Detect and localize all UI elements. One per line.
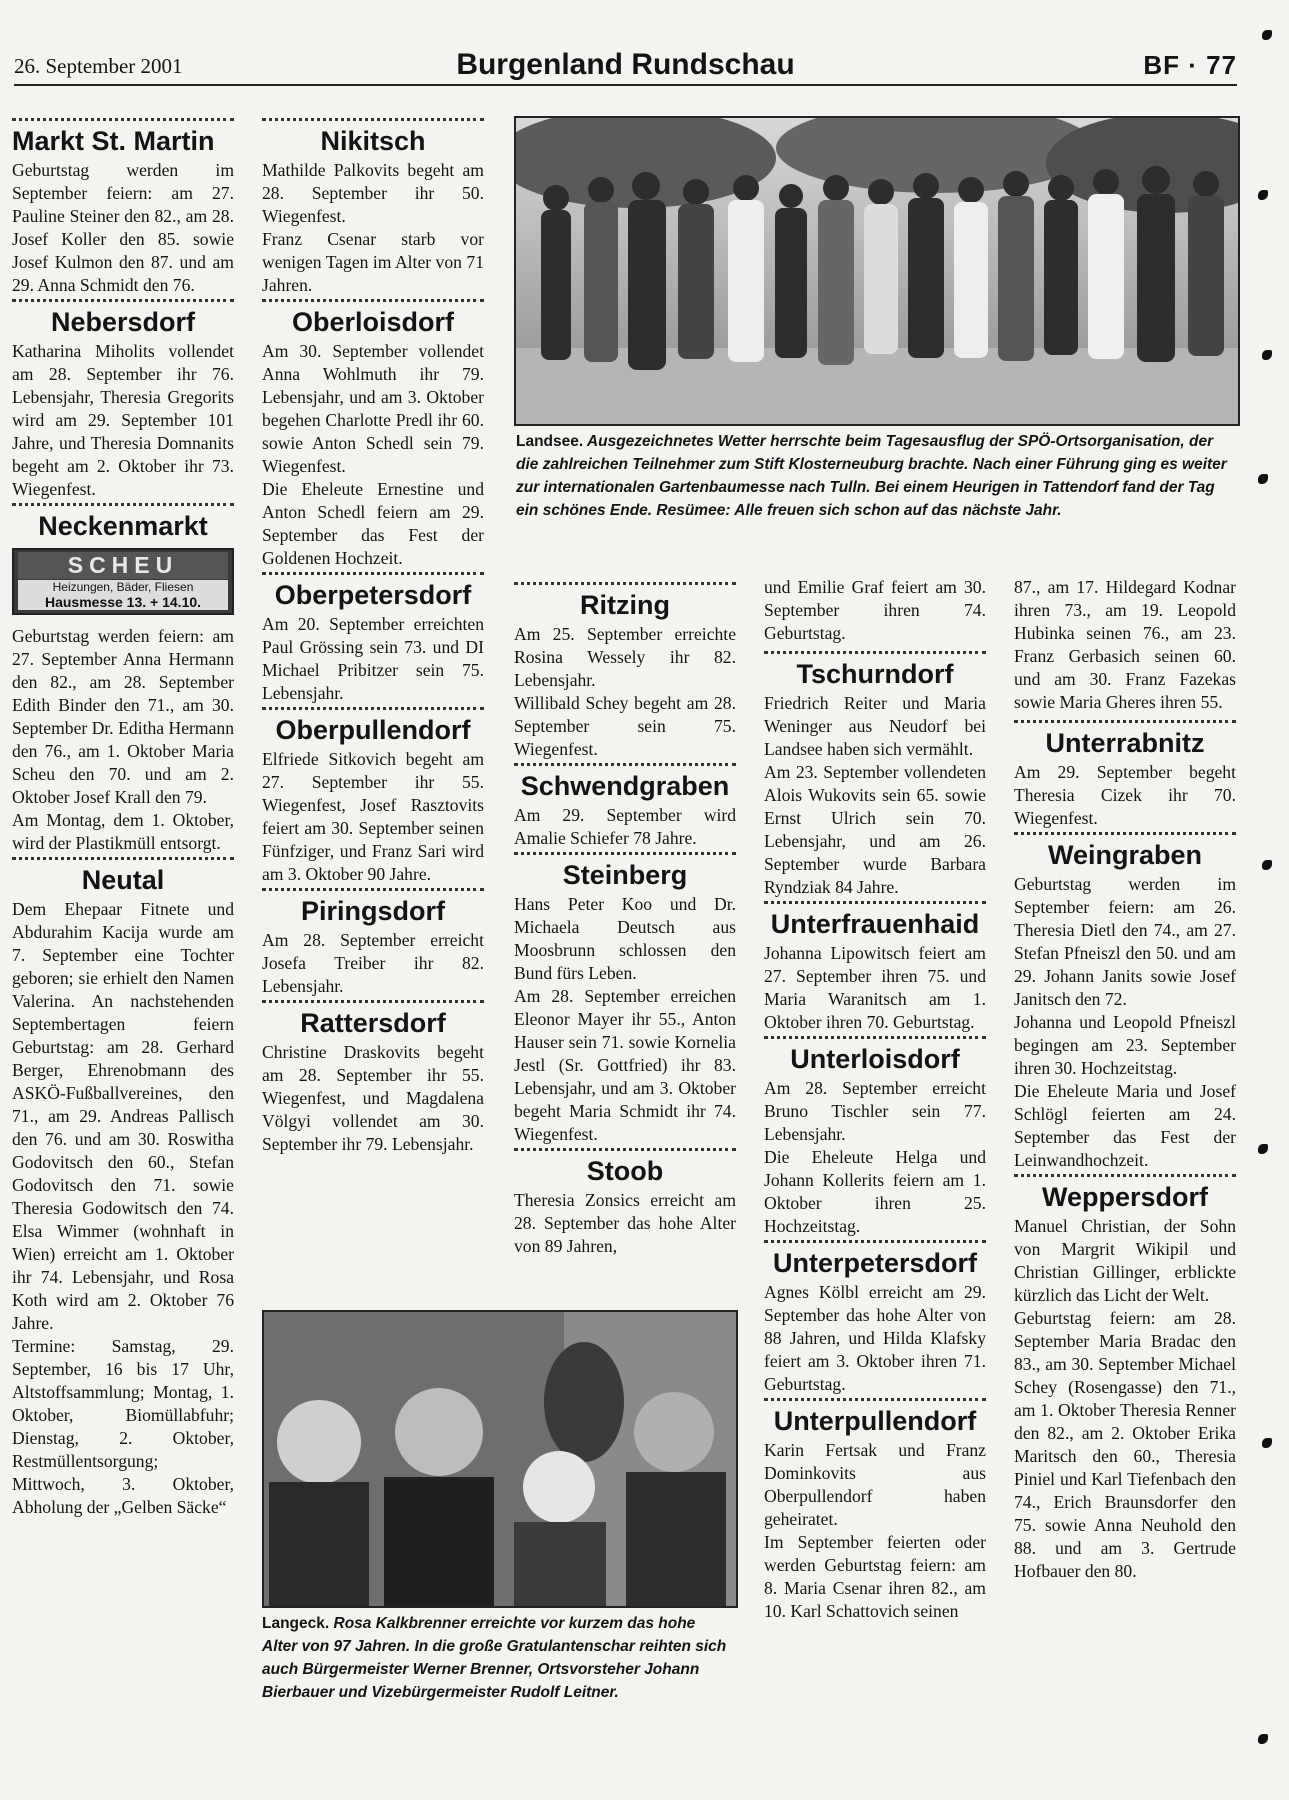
issue-date: 26. September 2001 (14, 54, 183, 78)
section-text: Die Eheleute Maria und Josef Schlögl feierten am 24. September das Fest der Leinwandhochzeit. (1014, 1081, 1236, 1170)
group-photo-image (516, 118, 1238, 424)
section-heading: Schwendgraben (520, 771, 730, 801)
caption-landsee (516, 430, 1238, 522)
section-heading: Oberpetersdorf (274, 580, 472, 610)
section-stoob (514, 1148, 736, 1258)
section-text: Mathilde Palkovits begeht am 28. September ihr 50. Wiegenfest. (262, 160, 484, 226)
punch-mark (1262, 1438, 1272, 1448)
section-heading: Tschurndorf (796, 659, 954, 689)
section-text: Geburtstag werden feiern: am 27. September Anna Hermann den 82., am 28. September Edith Binder den 71., am 30. September Dr. Editha Hermann den 76., am 1. Oktober Maria Scheu den 70. und am 2. Oktober Josef Krall den 79. (12, 626, 234, 807)
caption-place: Landsee. (516, 433, 584, 450)
section-text: Termine: Samstag, 29. September, 16 bis 17 Uhr, Altstoffsammlung; Montag, 1. Oktober, Biomüllabfuhr; Dienstag, 2. Oktober, Restmüllentsorgung; Mittwoch, 3. Oktober, Abholung der „Gelben Säcke“ (12, 1336, 234, 1517)
photo-landsee-group (514, 116, 1240, 426)
section-heading: Markt St. Martin (12, 126, 215, 156)
section-text: Am 28. September erreicht Bruno Tischler sein 77. Lebensjahr. (764, 1078, 986, 1144)
section-oberpetersdorf (262, 572, 484, 705)
ad-subtitle: Heizungen, Bäder, Fliesen (18, 580, 228, 594)
section-ritzing (514, 582, 736, 761)
section-text: Geburtstag werden im September feiern: am 27. Pauline Steiner den 82., am 28. Josef Koller den 85. sowie Josef Kulmon den 87. und am 29. Anna Schmidt den 76. (12, 160, 234, 295)
section-text: Dem Ehepaar Fitnete und Abdurahim Kacija wurde am 7. September eine Tochter geboren; sie erhielt den Namen Valerina. An nachstehenden Septembertagen feiern Geburtstag: am 28. Gerhard Berger, Ehrenobmann des ASKÖ-Fußballvereines, den 71., am 29. Andreas Pallisch den 76. und am 30. Roswitha Godovitsch den 60., Stefan Godovitsch den 71. sowie Theresia Godowitsch den 74. Elsa Wimmer (wohnhaft in Wien) erreicht am 1. Oktober ihr 74. Lebensjahr, und Rosa Koth wird am 2. Oktober 76 Jahre. (12, 899, 234, 1333)
ad-brand: SCHEU (18, 552, 228, 579)
section-text: Elfriede Sitkovich begeht am 27. September ihr 55. Wiegenfest, Josef Rasztovits feiert am 30. September seinen Fünfziger, und Franz Sari wird am 3. Oktober 90 Jahre. (262, 749, 484, 884)
punch-mark (1262, 30, 1272, 40)
section-oberloisdorf (262, 299, 484, 570)
section-text: Die Eheleute Helga und Johann Kollerits feiern am 1. Oktober ihren 25. Hochzeitstag. (764, 1147, 986, 1236)
section-heading: Unterfrauenhaid (770, 909, 980, 939)
continued-text: und Emilie Graf feiert am 30. September ihren 74. Geburtstag. (764, 577, 986, 643)
column-1 (12, 118, 234, 1790)
section-unterloisdorf (764, 1036, 986, 1238)
punch-mark (1258, 190, 1268, 200)
section-text: Am 29. September begeht Theresia Cizek ihr 70. Wiegenfest. (1014, 762, 1236, 828)
section-heading: Unterpullendorf (773, 1406, 977, 1436)
section-unterpullendorf (764, 1398, 986, 1623)
section-nebersdorf (12, 299, 234, 501)
section-text: Am 20. September erreichten Paul Grössing sein 73. und DI Michael Pribitzer sein 75. Lebensjahr. (262, 614, 484, 703)
section-text: Katharina Miholits vollendet am 28. September ihr 76. Lebensjahr, Theresia Gregorits wird am 29. September 101 Jahre, und Theresia Domnanits begeht am 2. Oktober ihr 73. Wiegenfest. (12, 341, 234, 499)
section-text: Im September feierten oder werden Geburtstag feiern: am 8. Maria Csenar ihren 82., am 10. Karl Schattovich seinen (764, 1532, 986, 1621)
section-text: Am 23. September vollendeten Alois Wukovits sein 65. sowie Ernst Ulrich sein 70. Lebensjahr, und am 26. September wurde Barbara Ryndziak 84 Jahre. (764, 762, 986, 897)
section-text: Manuel Christian, der Sohn von Margrit Wikipil und Christian Gillinger, erblickte kürzlich das Licht der Welt. (1014, 1216, 1236, 1305)
caption-text: Ausgezeichnetes Wetter herrschte beim Tagesausflug der SPÖ-Ortsorganisation, der die zahlreichen Teilnehmer zum Stift Klosterneuburg brachte. Nach einer Führung ging es weiter zur internationalen Gartenbaumesse nach Tulln. Bei einem Heurigen in Tattendorf fand der Tag ein schönes Ende. Resümee: Alle freuen sich schon auf das nächste Jahr. (516, 433, 1227, 519)
section-tschurndorf (764, 651, 986, 899)
section-text: Johanna Lipowitsch feiert am 27. September ihren 75. und Maria Waranitsch am 1. Oktober ihren 70. Geburtstag. (764, 943, 986, 1032)
punch-mark (1262, 860, 1272, 870)
section-schwendgraben (514, 763, 736, 850)
newspaper-title: Burgenland Rundschau (456, 48, 795, 81)
scheu-advertisement (12, 548, 234, 615)
section-markt-st-martin (12, 118, 234, 297)
punch-mark (1258, 1734, 1268, 1744)
continued-text: 87., am 17. Hildegard Kodnar ihren 73., am 19. Leopold Hubinka seinen 76., am 23. Franz Gerbasich seinen 60. und am 30. Franz Fazekas sowie Maria Gheres ihren 55. (1014, 577, 1236, 712)
section-heading: Nebersdorf (50, 307, 196, 337)
section-text: Am 28. September erreichen Eleonor Mayer ihr 55., Anton Hauser sein 71. sowie Kornelia Jestl (Sr. Gottfried) ihr 83. Lebensjahr, und am 3. Oktober begeht Maria Schmidt ihr 74. Wiegenfest. (514, 986, 736, 1144)
section-heading: Ritzing (580, 590, 670, 620)
section-text: Am 25. September erreichte Rosina Wessely ihr 82. Lebensjahr. (514, 624, 736, 690)
section-steinberg (514, 852, 736, 1146)
column-5 (1014, 576, 1236, 1790)
caption-langeck (262, 1612, 734, 1704)
section-rattersdorf (262, 1000, 484, 1156)
section-unterrabnitz (1014, 720, 1236, 830)
caption-place: Langeck. (262, 1615, 330, 1632)
section-heading: Unterpetersdorf (772, 1248, 978, 1278)
column-3 (514, 582, 736, 1282)
section-weingraben (1014, 832, 1236, 1172)
page-header (14, 48, 1237, 86)
section-text: Franz Csenar starb vor wenigen Tagen im Alter von 71 Jahren. (262, 229, 484, 295)
section-text: Christine Draskovits begeht am 28. September ihr 55. Wiegenfest, und Magdalena Völgyi vollendet am 30. September ihr 79. Lebensjahr. (262, 1042, 484, 1154)
section-heading: Weppersdorf (1041, 1182, 1209, 1212)
caption-text: Rosa Kalkbrenner erreichte vor kurzem das hohe Alter von 97 Jahren. In die große Gratulantenschar reihten sich auch Bürgermeister Werner Brenner, Ortsvorsteher Johann Bierbauer und Vizebürgermeister Rudolf Leitner. (262, 1615, 727, 1701)
section-heading: Oberloisdorf (291, 307, 454, 337)
section-oberpullendorf (262, 707, 484, 886)
section-unterpetersdorf (764, 1240, 986, 1396)
section-text: Friedrich Reiter und Maria Weninger aus Neudorf bei Landsee haben sich vermählt. (764, 693, 986, 759)
section-text: Theresia Zonsics erreicht am 28. September das hohe Alter von 89 Jahren, (514, 1190, 736, 1256)
section-neckenmarkt (12, 503, 234, 855)
section-unterfrauenhaid (764, 901, 986, 1034)
photo-langeck (262, 1310, 738, 1608)
section-heading: Weingraben (1047, 840, 1203, 870)
punch-mark (1258, 1144, 1268, 1154)
section-neutal (12, 857, 234, 1519)
section-heading: Rattersdorf (300, 1008, 446, 1038)
section-text: Willibald Schey begeht am 28. September sein 75. Wiegenfest. (514, 693, 736, 759)
birthday-photo-image (264, 1312, 736, 1606)
section-text: Am 29. September wird Amalie Schiefer 78 Jahre. (514, 805, 736, 848)
section-text: Geburtstag werden im September feiern: am 26. Theresia Dietl den 74., am 27. Stefan Pfneiszl den 50. und am 29. Johann Janits sowie Josef Janitsch den 72. (1014, 874, 1236, 1009)
section-text: Die Eheleute Ernestine und Anton Schedl feiern am 29. September das Fest der Goldenen Hochzeit. (262, 479, 484, 568)
section-heading: Neutal (81, 865, 165, 895)
section-text: Johanna und Leopold Pfneiszl begingen am 23. September ihren 30. Hochzeitstag. (1014, 1012, 1236, 1078)
section-text: Karin Fertsak und Franz Dominkovits aus Oberpullendorf haben geheiratet. (764, 1440, 986, 1529)
section-text: Geburtstag feiern: am 28. September Maria Bradac den 83., am 30. September Michael Schey (Rosengasse) den 71., am 1. Oktober Theresia Renner den 82., am 2. Oktober Erika Maritsch den 60., Theresia Piniel und Karl Tiefenbach den 74., Erich Braunsdorfer den 75. sowie Anna Neuhold den 88. und am 3. Gertrude Hofbauer den 80. (1014, 1308, 1236, 1581)
ad-event: Hausmesse 13. + 14.10. (18, 594, 228, 610)
section-heading: Unterrabnitz (1045, 728, 1205, 758)
section-heading: Unterloisdorf (790, 1044, 960, 1074)
punch-mark (1258, 474, 1268, 484)
section-weppersdorf (1014, 1174, 1236, 1583)
section-heading: Nikitsch (320, 126, 426, 156)
section-heading: Oberpullendorf (275, 715, 471, 745)
section-heading: Piringsdorf (300, 896, 445, 926)
section-heading: Stoob (586, 1156, 664, 1186)
section-text: Am 28. September erreicht Josefa Treiber ihr 82. Lebensjahr. (262, 930, 484, 996)
column-4 (764, 576, 986, 1790)
section-heading: Neckenmarkt (38, 511, 208, 541)
section-piringsdorf (262, 888, 484, 998)
section-text: Hans Peter Koo und Dr. Michaela Deutsch aus Moosbrunn schlossen den Bund fürs Leben. (514, 894, 736, 983)
section-nikitsch (262, 118, 484, 297)
section-heading: Steinberg (562, 860, 688, 890)
section-text: Agnes Kölbl erreicht am 29. September das hohe Alter von 88 Jahren, und Hilda Klafsky feiert am 3. Oktober ihren 71. Geburtstag. (764, 1282, 986, 1394)
section-text: Am 30. September vollendet Anna Wohlmuth ihr 79. Lebensjahr, und am 3. Oktober begehen Charlotte Predl ihr 60. sowie Anton Schedl sein 79. Wiegenfest. (262, 341, 484, 476)
section-text: Am Montag, dem 1. Oktober, wird der Plastikmüll entsorgt. (12, 810, 234, 853)
column-2 (262, 118, 484, 1258)
page-number: BF · 77 (1143, 50, 1237, 80)
punch-mark (1262, 350, 1272, 360)
